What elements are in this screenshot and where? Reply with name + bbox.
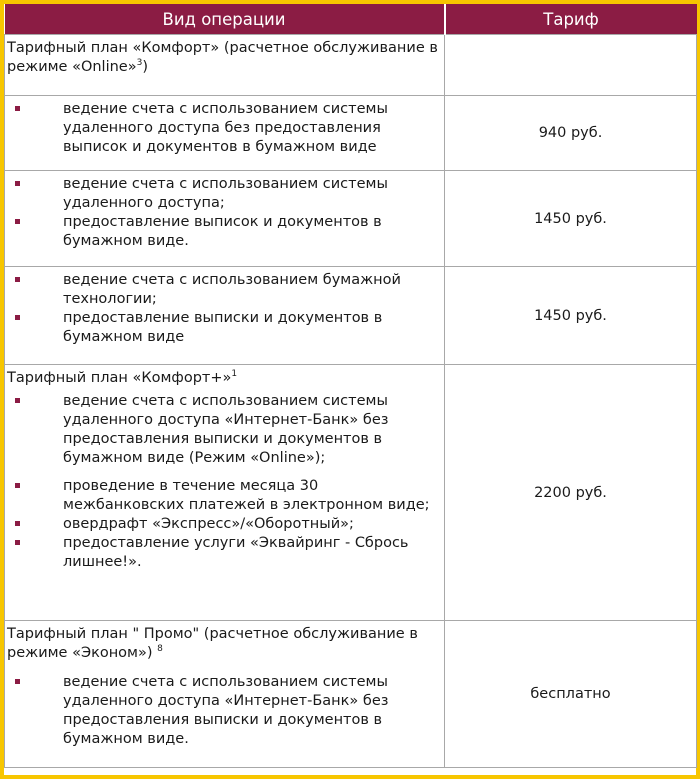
- bullet-item: овердрафт «Экспресс»/«Оборотный»;: [15, 515, 438, 534]
- table-header-row: [5, 4, 697, 35]
- column-header-tariff: Тариф: [445, 4, 697, 35]
- tariff-table: [4, 4, 697, 768]
- bullet-item: ведение счета с использованием системы удаленного доступа «Интернет-Банк» без предоставления выписки и документов в бумажном виде (Режим «Online»);: [15, 392, 438, 468]
- plan-heading: [5, 365, 444, 392]
- bullet-list: [15, 392, 438, 572]
- operation-cell: [5, 365, 445, 621]
- footnote-mark: 3: [136, 58, 143, 69]
- tariff-cell: 1450 руб.: [445, 267, 697, 365]
- tariff-cell: [445, 35, 697, 96]
- plan-heading-text: Тарифный план «Комфорт+»: [7, 370, 232, 386]
- operation-cell: [5, 96, 445, 171]
- plan-heading-end: ): [142, 59, 148, 75]
- table-row: [5, 35, 697, 96]
- plan-heading-text: Тарифный план «Комфорт» (расчетное обслуживание в режиме «Online»: [7, 40, 438, 75]
- bullet-list: [15, 271, 438, 347]
- bullet-item: предоставление услуги «Эквайринг - Сбрось лишнее!».: [15, 534, 438, 572]
- operation-cell: [5, 621, 445, 768]
- bullet-item: предоставление выписки и документов в бумажном виде: [15, 309, 438, 347]
- bullet-item: ведение счета с использованием бумажной технологии;: [15, 271, 438, 309]
- table-row: [5, 267, 697, 365]
- bullet-list: [15, 100, 438, 157]
- operation-cell: [5, 171, 445, 267]
- plan-heading: [5, 621, 444, 667]
- operation-cell: [5, 267, 445, 365]
- bullet-item: проведение в течение месяца 30 межбанковских платежей в электронном виде;: [15, 477, 438, 515]
- tariff-cell: 1450 руб.: [445, 171, 697, 267]
- tariff-cell: бесплатно: [445, 621, 697, 768]
- plan-heading-text: Тарифный план " Промо" (расчетное обслуживание в режиме «Эконом»): [7, 626, 418, 661]
- bullet-item: ведение счета с использованием системы удаленного доступа «Интернет-Банк» без предоставления выписки и документов в бумажном виде.: [15, 673, 438, 749]
- table-row: [5, 96, 697, 171]
- tariff-cell: 940 руб.: [445, 96, 697, 171]
- footnote-mark: 8: [157, 644, 163, 655]
- bullet-list: [15, 175, 438, 251]
- bullet-item: ведение счета с использованием системы удаленного доступа;: [15, 175, 438, 213]
- bullet-list: [15, 673, 438, 749]
- column-header-operation: Вид операции: [5, 4, 445, 35]
- plan-heading: [5, 35, 444, 81]
- bullet-item: предоставление выписок и документов в бумажном виде.: [15, 213, 438, 251]
- operation-cell: [5, 35, 445, 96]
- footnote-mark: 1: [231, 369, 238, 380]
- table-row: [5, 171, 697, 267]
- bullet-item: ведение счета с использованием системы удаленного доступа без предоставления выписок и документов в бумажном виде: [15, 100, 438, 157]
- tariff-cell: 2200 руб.: [445, 365, 697, 621]
- table-row: [5, 621, 697, 768]
- table-row: [5, 365, 697, 621]
